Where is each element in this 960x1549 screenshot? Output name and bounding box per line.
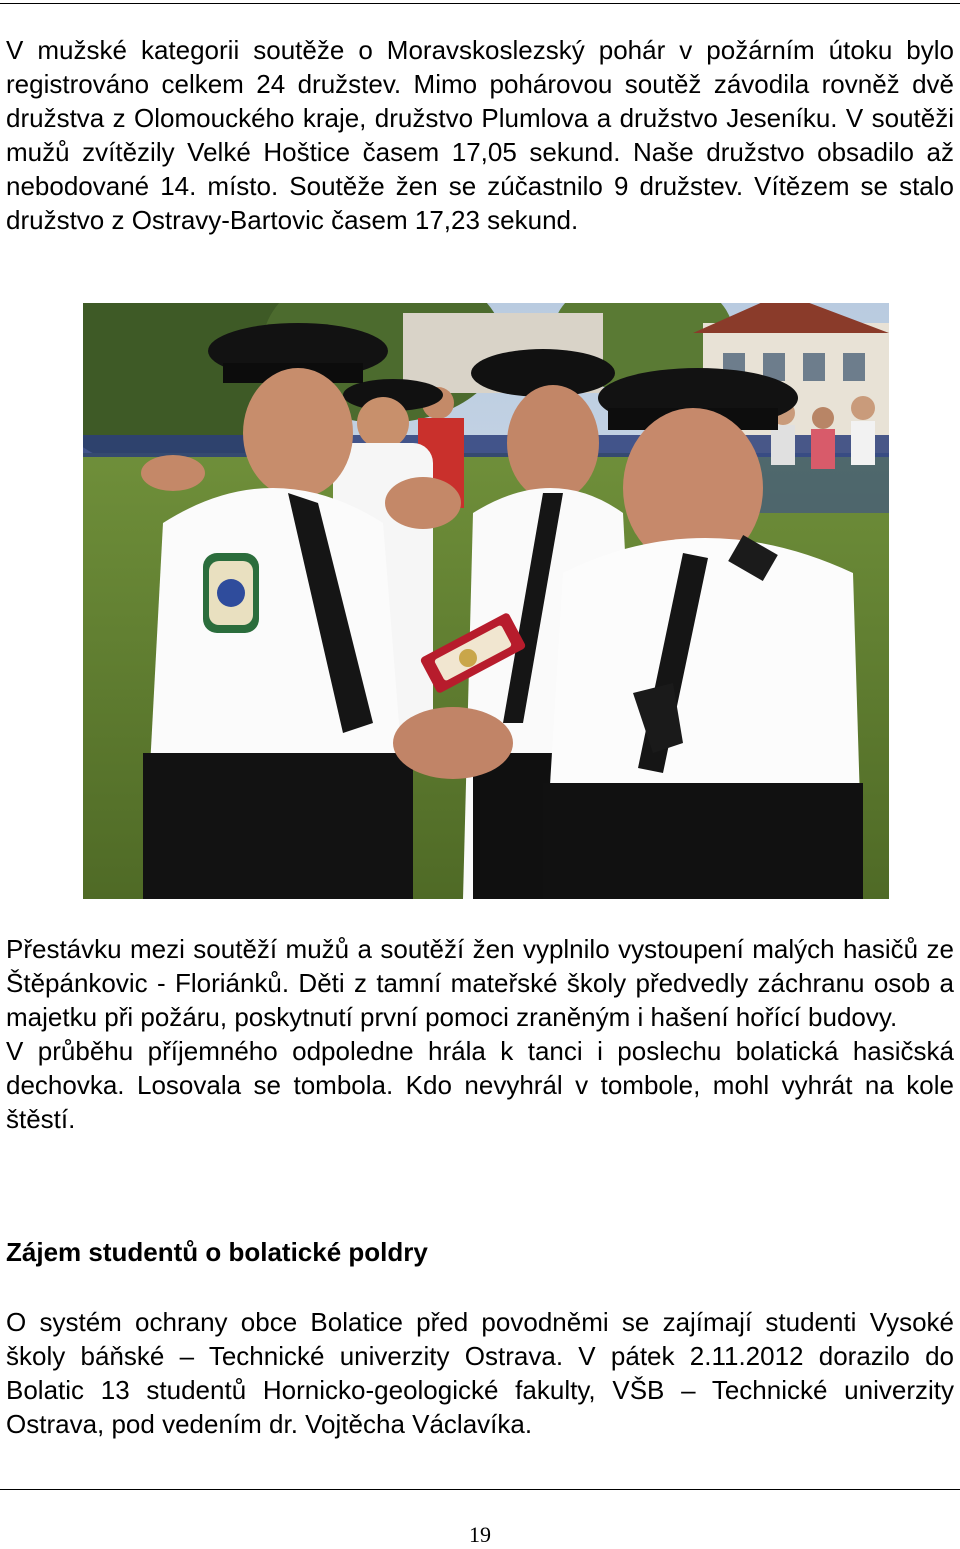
bottom-rule [0,1489,960,1490]
paragraph-men-competition [6,33,954,237]
page-number: 19 [469,1522,491,1547]
section-heading: Zájem studentů o bolatické poldry [6,1237,428,1267]
top-rule [0,3,960,4]
paragraph-4-text: O systém ochrany obce Bolatice před povodněmi se zajímají studenti Vysoké školy báňské – Technické univerzity Ostrava. V pátek 2.11.2012 dorazilo do Bolatic 13 studentů Hornicko-geologické fakulty, VŠB – Technické univerzity Ostrava, pod vedením dr. Vojtěcha Václavíka. [6,1307,954,1439]
paragraph-break-program [6,932,954,1136]
photo-illustration [83,303,889,899]
paragraph-students [6,1305,954,1441]
paragraph-1-text: V mužské kategorii soutěže o Moravskoslezský pohár v požárním útoku bylo registrováno celkem 24 družstev. Mimo pohárovou soutěž závodila rovněž dvě družstva z Olomouckého kraje, družstvo Plumlova a družstvo Jeseníku. V soutěži mužů zvítězily Velké Hoštice časem 17,05 sekund. Naše družstvo obsadilo až nebodované 14. místo. Soutěže žen se zúčastnilo 9 družstev. Vítězem se stalo družstvo z Ostravy-Bartovic časem 17,23 sekund. [6,35,954,235]
paragraph-3-text: V průběhu příjemného odpoledne hrála k tanci i poslechu bolatická hasičská dechovka. Losovala se tombola. Kdo nevyhrál v tombole, mohl vyhrát na kole štěstí. [6,1036,954,1134]
paragraph-2-text: Přestávku mezi soutěží mužů a soutěží žen vyplnilo vystoupení malých hasičů ze Štěpánkovic - Floriánků. Děti z tamní mateřské školy předvedly záchranu osob a majetku při požáru, poskytnutí první pomoci zraněným i hašení hořící budovy. [6,934,954,1032]
photo-award-ceremony [83,303,889,899]
